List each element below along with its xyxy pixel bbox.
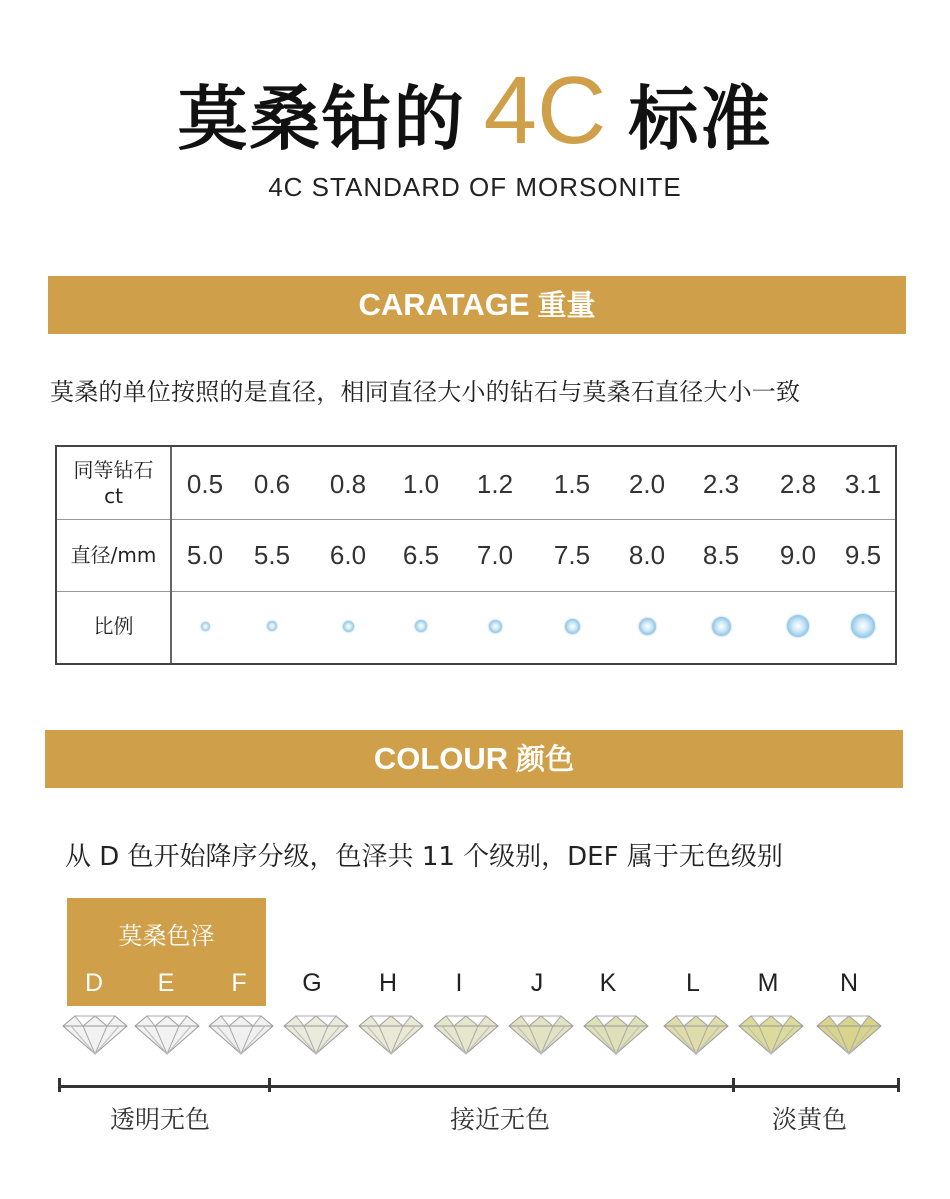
diameter-value: 8.0 [628, 540, 666, 570]
carat-value: 1.0 [402, 469, 440, 499]
diameter-value: 7.5 [553, 540, 591, 570]
colour-range-line [58, 1085, 900, 1088]
gem-scale-icon [712, 617, 731, 636]
title-4c-highlight: 4C [483, 57, 607, 164]
title-part-1: 莫桑钻的 [177, 78, 466, 160]
page-title [0, 56, 950, 166]
gem-scale-icon [343, 621, 354, 632]
carat-table [55, 445, 897, 665]
row-head-diameter: 直径/mm [70, 543, 157, 567]
diameter-value: 9.0 [779, 540, 817, 570]
colour-banner [45, 730, 903, 788]
gem-scale-icon [415, 620, 427, 632]
range-tick [897, 1078, 900, 1092]
diamond-sample-icon [507, 1012, 575, 1056]
diamond-sample-icon [61, 1012, 129, 1056]
caratage-heading-cn: 重量 [537, 288, 596, 322]
diamond-sample-icon [737, 1012, 805, 1056]
diamond-sample-icon [133, 1012, 201, 1056]
page-subtitle: 4C STANDARD OF MORSONITE [268, 172, 682, 202]
row-head-carat-line2: ct [104, 484, 123, 508]
caratage-description: 莫桑的单位按照的是直径，相同直径大小的钻石与莫桑石直径大小一致 [50, 378, 801, 406]
gem-scale-icon [851, 614, 875, 638]
carat-value: 1.5 [553, 469, 591, 499]
diameter-value: 8.5 [702, 540, 740, 570]
diamond-sample-icon [357, 1012, 425, 1056]
carat-value: 2.3 [702, 469, 740, 499]
colour-grade-letter: M [757, 969, 779, 997]
table-divider [57, 591, 895, 592]
range-tick [268, 1078, 271, 1092]
colour-grade-letter: G [302, 969, 322, 997]
diamond-sample-icon [582, 1012, 650, 1056]
carat-value: 1.2 [476, 469, 514, 499]
diamond-sample-icon [282, 1012, 350, 1056]
diameter-value: 9.5 [844, 540, 882, 570]
colour-grade-letter: K [599, 969, 617, 997]
colour-description: 从 D 色开始降序分级，色泽共 11 个级别，DEF 属于无色级别 [65, 842, 783, 872]
colour-grade-letter: E [157, 969, 175, 997]
row-head-scale: 比例 [93, 614, 134, 638]
colour-grade-letter: H [378, 969, 398, 997]
colour-grade-letter: L [686, 969, 700, 997]
row-head-carat-line1: 同等钻石 [73, 458, 154, 482]
caratage-heading-en: CARATAGE [358, 287, 530, 322]
range-tick [58, 1078, 61, 1092]
diameter-value: 7.0 [476, 540, 514, 570]
carat-value: 0.8 [329, 469, 367, 499]
carat-value: 0.5 [186, 469, 224, 499]
gem-scale-icon [565, 619, 580, 634]
gem-scale-icon [639, 618, 656, 635]
colour-heading-cn: 颜色 [516, 742, 575, 776]
carat-value: 3.1 [844, 469, 882, 499]
colour-grade-letter: J [530, 969, 544, 997]
carat-value: 0.6 [253, 469, 291, 499]
title-part-2: 标准 [628, 78, 773, 160]
diameter-value: 5.0 [186, 540, 224, 570]
table-divider [57, 519, 895, 520]
carat-value: 2.8 [779, 469, 817, 499]
range-label-near-colourless: 接近无色 [450, 1105, 551, 1134]
diameter-value: 6.0 [329, 540, 367, 570]
diamond-sample-icon [815, 1012, 883, 1056]
colour-heading-en: COLOUR [373, 741, 509, 776]
range-tick [732, 1078, 735, 1092]
caratage-banner [48, 276, 906, 334]
gem-scale-icon [489, 620, 502, 633]
diameter-value: 5.5 [253, 540, 291, 570]
diamond-sample-icon [432, 1012, 500, 1056]
moissanite-colour-label: 莫桑色泽 [118, 922, 215, 950]
gem-scale-icon [787, 615, 809, 637]
colour-grade-letter: I [455, 969, 463, 997]
diamond-sample-icon [207, 1012, 275, 1056]
row-head-carat [57, 457, 170, 509]
diamond-sample-icon [662, 1012, 730, 1056]
diameter-value: 6.5 [402, 540, 440, 570]
range-label-light-yellow: 淡黄色 [772, 1105, 848, 1134]
gem-scale-icon [267, 621, 277, 631]
range-label-colourless: 透明无色 [110, 1105, 211, 1134]
carat-value: 2.0 [628, 469, 666, 499]
colour-grade-letter: F [231, 969, 247, 997]
colour-grade-letter: N [839, 969, 859, 997]
gem-scale-icon [201, 622, 210, 631]
colour-grade-letter: D [84, 969, 104, 997]
